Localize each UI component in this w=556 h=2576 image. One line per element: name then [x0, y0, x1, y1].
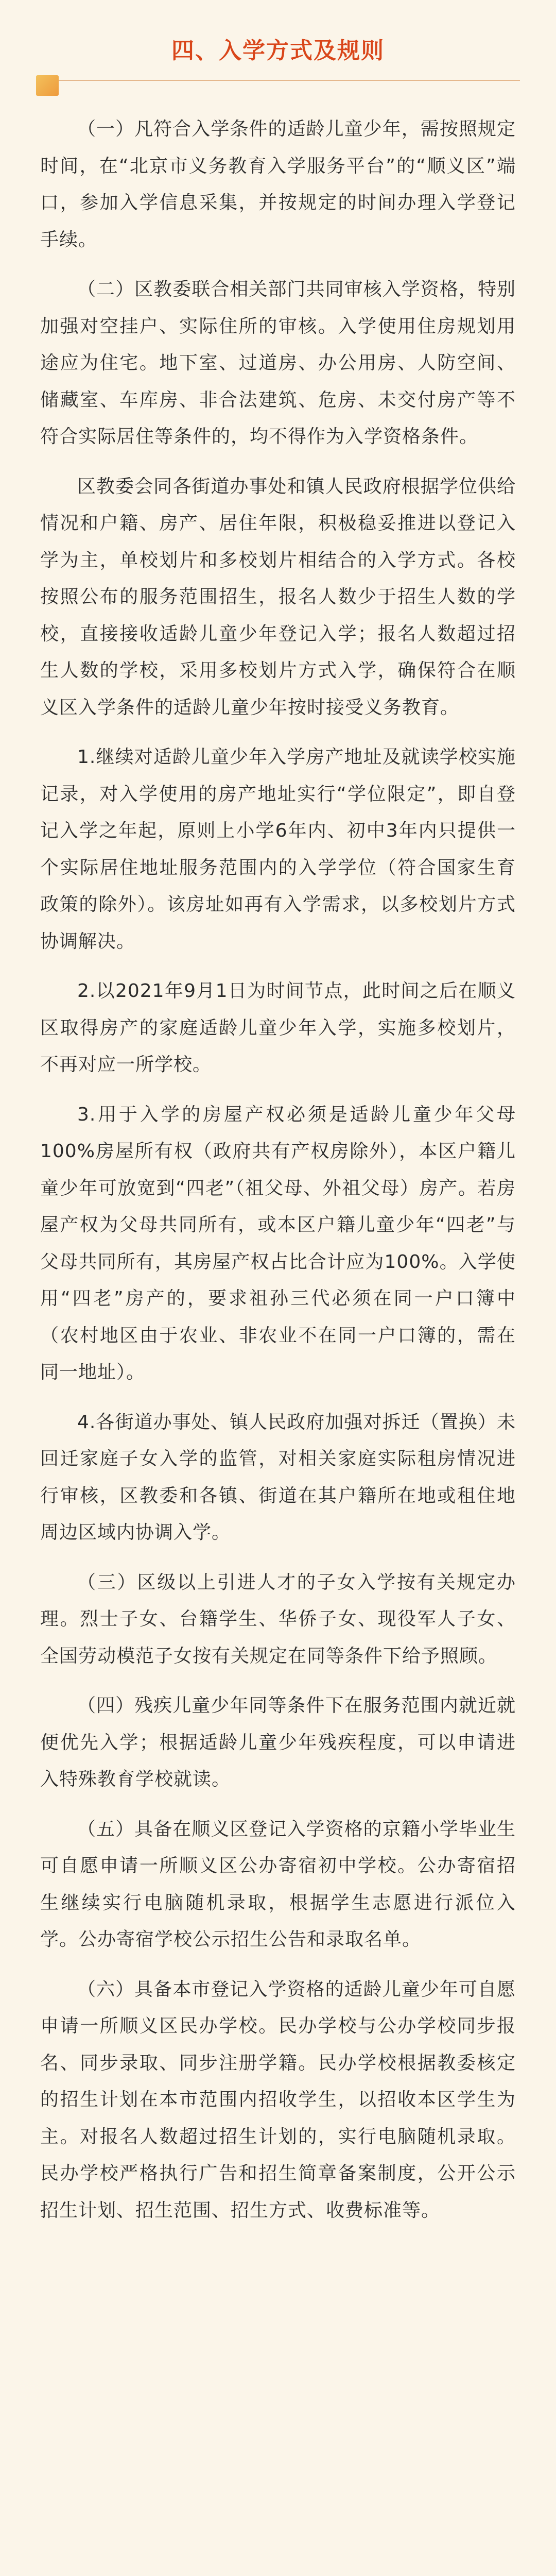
paragraph-private-school: （六）具备本市登记入学资格的适龄儿童少年可自愿申请一所顺义区民办学校。民办学校与公办学校同步报名、同步录取、同步注册学籍。民办学校根据教委核定的招生计划在本市范围内招收学生，以招收本区学生为主。对报名人数超过招生计划的，实行电脑随机录取。民办学校严格执行广告和招生简章备案制度，公开公示招生计划、招生范围、招生方式、收费标准等。	[40, 1978, 516, 2221]
paragraph-eligibility-review: （二）区教委联合相关部门共同审核入学资格，特别加强对空挂户、实际住所的审核。入学使用住房规划用途应为住宅。地下室、过道房、办公用房、人防空间、储藏室、车库房、非合法建筑、危房、未交付房产等不符合实际居住等条件的，均不得作为入学资格条件。	[40, 279, 516, 447]
paragraph-boarding-school: （五）具备在顺义区登记入学资格的京籍小学毕业生可自愿申请一所顺义区公办寄宿初中学校。公办寄宿招生继续实行电脑随机录取，根据学生志愿进行派位入学。公办寄宿学校公示招生公告和录取名单。	[40, 1818, 516, 1950]
paragraph-rule-4: 4.各街道办事处、镇人民政府加强对拆迁（置换）未回迁家庭子女入学的监管，对相关家庭实际租房情况进行审核，区教委和各镇、街道在其户籍所在地或租住地周边区域内协调入学。	[40, 1411, 516, 1543]
section-header	[36, 26, 520, 103]
section-title: 四、入学方式及规则	[171, 38, 385, 64]
paragraph-rule-2: 2.以2021年9月1日为时间节点，此时间之后在顺义区取得房产的家庭适龄儿童少年入学，实施多校划片，不再对应一所学校。	[40, 980, 516, 1075]
paragraph-enrollment-registration: （一）凡符合入学条件的适龄儿童少年，需按照规定时间，在“北京市义务教育入学服务平台”的“顺义区”端口，参加入学信息采集，并按规定的时间办理入学登记手续。	[40, 118, 516, 250]
paragraph-rule-3: 3.用于入学的房屋产权必须是适龄儿童少年父母100%房屋所有权（政府共有产权房除外），本区户籍儿童少年可放宽到“四老”（祖父母、外祖父母）房产。若房屋产权为父母共同所有，或本区户籍儿童少年“四老”与父母共同所有，其房屋产权占比合计应为100%。入学使用“四老”房产的，要求祖孙三代必须在同一户口簿中（农村地区由于农业、非农业不在同一户口簿的，需在同一地址）。	[40, 1104, 516, 1383]
paragraph-rule-1: 1.继续对适龄儿童少年入学房产地址及就读学校实施记录，对入学使用的房产地址实行“学位限定”，即自登记入学之年起，原则上小学6年内、初中3年内只提供一个实际居住地址服务范围内的入学学位（符合国家生育政策的除外）。该房址如再有入学需求，以多校划片方式协调解决。	[40, 747, 516, 952]
paragraph-talent-children: （三）区级以上引进人才的子女入学按有关规定办理。烈士子女、台籍学生、华侨子女、现役军人子女、全国劳动模范子女按有关规定在同等条件下给予照顾。	[40, 1571, 516, 1667]
article-body	[40, 111, 516, 2242]
paragraph-disabled-children: （四）残疾儿童少年同等条件下在服务范围内就近就便优先入学；根据适龄儿童少年残疾程度，可以申请进入特殊教育学校就读。	[40, 1695, 516, 1790]
title-divider	[41, 80, 520, 81]
paragraph-enrollment-method: 区教委会同各街道办事处和镇人民政府根据学位供给情况和户籍、房产、居住年限，积极稳妥推进以登记入学为主，单校划片和多校划片相结合的入学方式。各校按照公布的服务范围招生，报名人数少于招生人数的学校，直接接收适龄儿童少年登记入学；报名人数超过招生人数的学校，采用多校划片方式入学，确保符合在顺义区入学条件的适龄儿童少年按时接受义务教育。	[40, 476, 516, 718]
accent-square-icon	[36, 75, 59, 96]
